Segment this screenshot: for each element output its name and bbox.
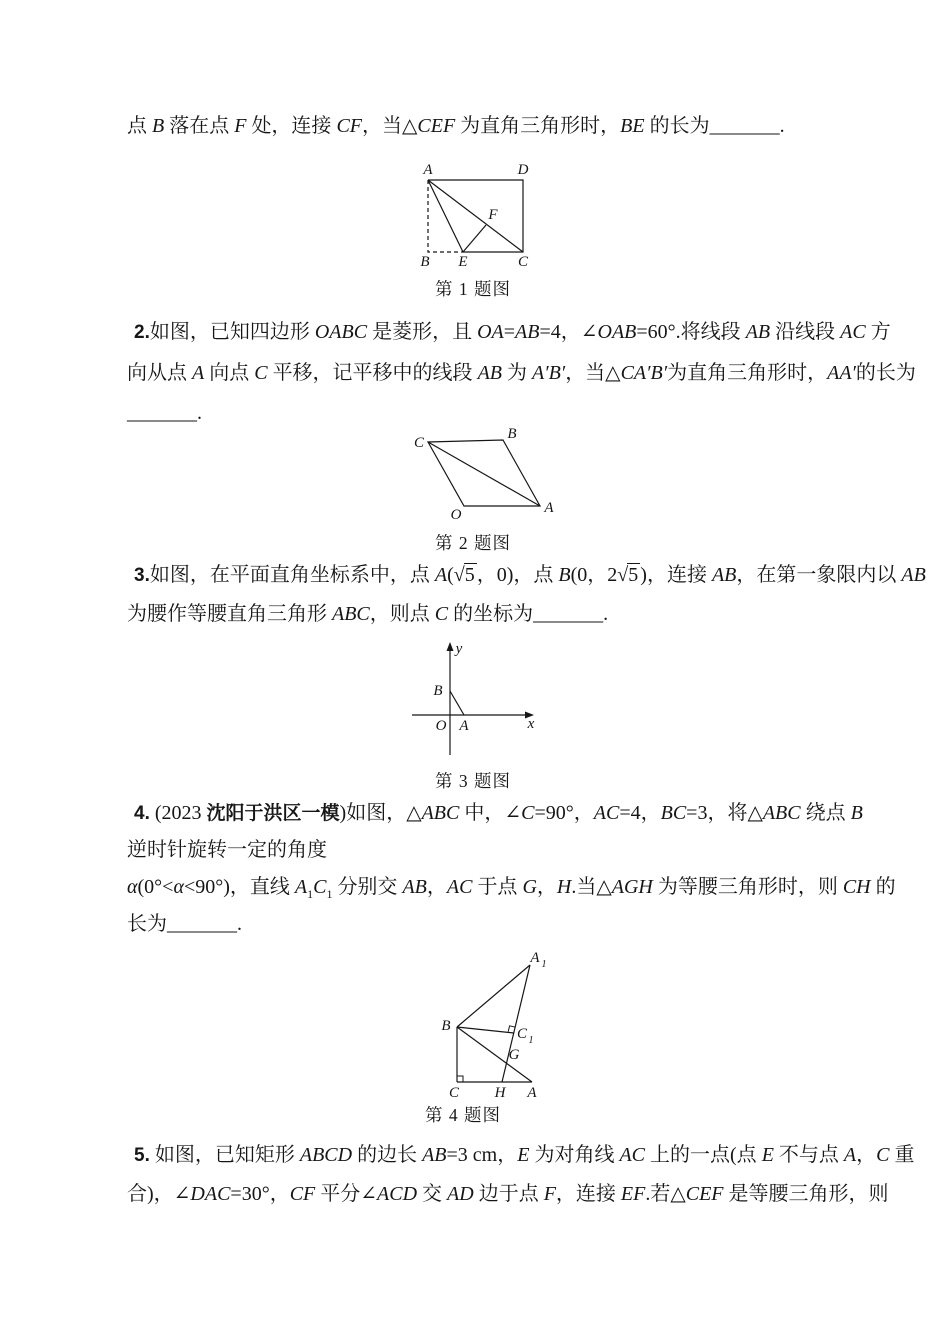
problem-3 [127, 556, 926, 633]
fig4-label-G: G [508, 1047, 520, 1063]
fig3-label-x: x [527, 716, 535, 732]
fig4-label-A1: A [530, 950, 540, 966]
fig1-lines [428, 180, 523, 252]
problem-4-line-4: 长为_______. [127, 913, 242, 935]
problem-1 [127, 106, 857, 146]
problem-1-line-1: 点 B 落在点 F 处，连接 CF，当△CEF 为直角三角形时，BE 的长为_______. [127, 115, 785, 137]
problem-5 [127, 1136, 915, 1213]
fig3-segment-BA [450, 691, 464, 715]
problem-4 [127, 795, 896, 943]
fig2-label-C: C [413, 435, 425, 451]
fig4-label-A: A [527, 1085, 537, 1101]
figure-2-drawing [413, 426, 563, 521]
fig4-label-C: C [448, 1085, 460, 1101]
problem-4-line-2: 逆时针旋转一定的角度 [127, 839, 327, 861]
fig1-label-A: A [423, 162, 433, 178]
fig3-axes [412, 647, 528, 755]
fig1-label-E: E [458, 254, 468, 270]
fig1-label-F: F [488, 207, 498, 223]
fig1-segment-EF [463, 225, 486, 252]
fig3-y-arrowhead [447, 642, 454, 651]
figure-4-caption: 第 4 题图 [425, 1105, 501, 1125]
fig4-label-A1-subscript: 1 [541, 959, 547, 970]
fig1-label-D: D [517, 162, 529, 178]
problem-2-line-3: _______. [127, 402, 202, 424]
fig2-lines [428, 440, 540, 506]
problem-2-line-1: 2.如图，已知四边形 OABC 是菱形，且 OA=AB=4，∠OAB=60°.将线段 AB 沿线段 AC 方 [134, 321, 891, 343]
fig1-segment-AE [428, 180, 463, 252]
fig4-lines [457, 965, 532, 1082]
fig4-right-angle-mark-C [457, 1076, 463, 1082]
figure-3-drawing [403, 640, 543, 765]
problem-4-line-3: α(0°<α<90°)，直线 $A_1C_1$ 分别交 AB，AC 于点 G，H.当△AGH 为等腰三角形时，则 CH 的 [127, 876, 896, 901]
fig1-diagonal-AC [428, 180, 523, 252]
problem-4-line-1: 4. (2023 沈阳于洪区一模)如图，△ABC 中，∠C=90°，AC=4，BC=3，将△ABC 绕点 B [134, 802, 863, 824]
fig4-label-B: B [441, 1018, 451, 1034]
fig4-label-H: H [494, 1085, 506, 1101]
problem-2-line-2: 向从点 A 向点 C 平移，记平移中的线段 AB 为 A′B′，当△CA′B′为直角三角形时，AA′的长为 [127, 362, 916, 384]
fig4-line-A1H [502, 965, 530, 1082]
fig2-label-B: B [507, 426, 517, 442]
problem-5-line-1: 5. 如图，已知矩形 ABCD 的边长 AB=3 cm，E 为对角线 AC 上的一点(点 E 不与点 A，C 重 [134, 1144, 915, 1166]
figure-4-drawing [438, 948, 563, 1106]
fig3-label-O: O [435, 718, 447, 734]
fig4-label-C1: C [516, 1026, 528, 1042]
fig1-label-C: C [517, 254, 529, 270]
problem-5-line-2: 合)，∠DAC=30°，CF 平分∠ACD 交 AD 边于点 F，连接 EF.若△CEF 是等腰三角形，则 [127, 1183, 889, 1205]
figure-2-caption: 第 2 题图 [435, 533, 511, 553]
fig2-label-O: O [450, 507, 462, 521]
fig1-label-B: B [420, 254, 430, 270]
problem-3-line-1: 3.如图，在平面直角坐标系中，点 A(√5 ，0)，点 B(0，2√5 )，连接 AB，在第一象限内以 AB [134, 564, 926, 586]
problem-2 [127, 312, 916, 433]
fig2-diagonal-CA [428, 442, 540, 506]
fig4-segment-BC1 [457, 1027, 514, 1033]
figure-1-caption: 第 1 题图 [435, 279, 511, 299]
fig4-segment-BA1 [457, 965, 530, 1027]
figure-1-drawing [405, 162, 555, 274]
fig3-label-A: A [459, 718, 469, 734]
figure-3-caption: 第 3 题图 [435, 771, 511, 791]
fig3-label-B: B [433, 683, 443, 699]
problem-3-line-2: 为腰作等腰直角三角形 ABC，则点 C 的坐标为_______. [127, 603, 609, 625]
fig2-label-A: A [544, 500, 554, 516]
fig4-label-C1-subscript: 1 [528, 1035, 534, 1046]
fig3-label-y: y [455, 641, 463, 657]
